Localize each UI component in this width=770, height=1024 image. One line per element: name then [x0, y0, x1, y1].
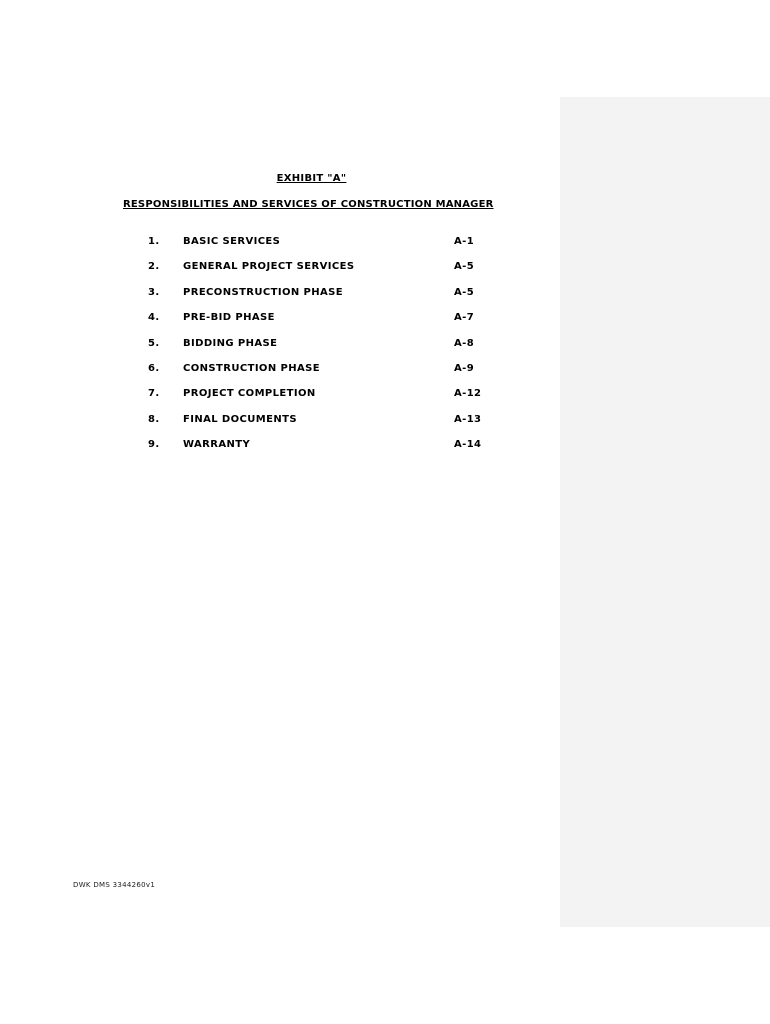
toc-row — [0, 414, 560, 439]
exhibit-subtitle: RESPONSIBILITIES AND SERVICES OF CONSTRUCTION MANAGER — [123, 199, 494, 210]
toc-title: WARRANTY — [183, 439, 251, 451]
toc-row — [0, 388, 560, 413]
toc-row — [0, 338, 560, 363]
toc-page-ref: A-14 — [454, 439, 482, 451]
toc-page-ref: A-9 — [454, 362, 475, 374]
toc-number: 3. — [148, 286, 160, 298]
toc-row — [0, 312, 560, 337]
toc-number: 7. — [148, 388, 160, 400]
toc-page-ref: A-7 — [454, 312, 475, 324]
toc-row — [0, 287, 560, 312]
toc-page-ref: A-12 — [454, 388, 482, 400]
toc-number: 1. — [148, 236, 160, 247]
toc-row — [0, 439, 560, 464]
toc-page-ref: A-5 — [454, 286, 475, 298]
toc-page-ref: A-5 — [454, 261, 475, 273]
toc-number: 2. — [148, 261, 160, 273]
document-footer-reference: DWK DMS 3344260v1 — [73, 881, 156, 889]
toc-title: BIDDING PHASE — [183, 337, 278, 349]
toc-title: BASIC SERVICES — [183, 236, 281, 247]
toc-row — [0, 236, 560, 261]
table-of-contents — [0, 236, 560, 465]
toc-number: 5. — [148, 337, 160, 349]
exhibit-title: EXHIBIT "A" — [276, 173, 347, 184]
toc-page-ref: A-8 — [454, 337, 475, 349]
toc-title: GENERAL PROJECT SERVICES — [183, 261, 355, 273]
toc-number: 6. — [148, 362, 160, 374]
toc-number: 8. — [148, 413, 160, 425]
toc-row — [0, 363, 560, 388]
toc-number: 9. — [148, 439, 160, 451]
toc-title: PRE-BID PHASE — [183, 312, 275, 324]
toc-row — [0, 261, 560, 286]
toc-page-ref: A-1 — [454, 236, 475, 247]
toc-title: CONSTRUCTION PHASE — [183, 362, 320, 374]
comment-margin-pane — [560, 97, 770, 927]
toc-title: PROJECT COMPLETION — [183, 388, 316, 400]
toc-number: 4. — [148, 312, 160, 324]
toc-title: FINAL DOCUMENTS — [183, 413, 297, 425]
toc-title: PRECONSTRUCTION PHASE — [183, 286, 344, 298]
toc-page-ref: A-13 — [454, 413, 482, 425]
